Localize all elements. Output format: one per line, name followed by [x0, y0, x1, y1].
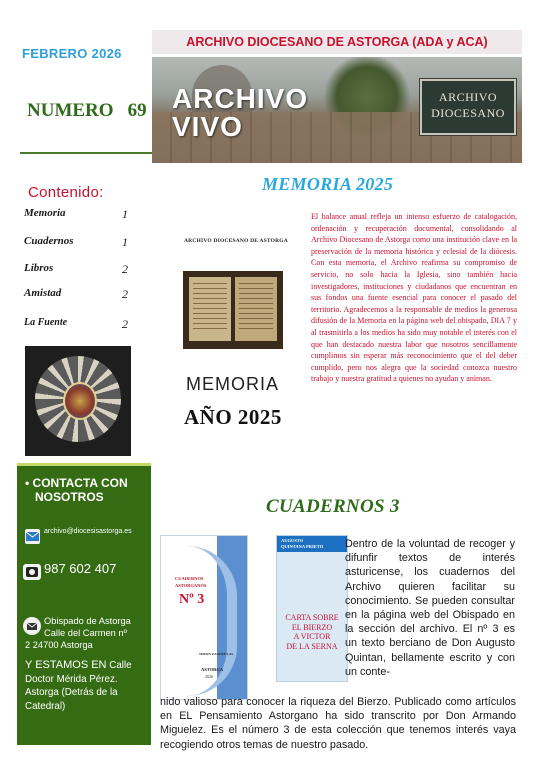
memoria-book-photo — [183, 271, 283, 349]
cuadernos-body-part1: Dentro de la voluntad de recoger y difunfir textos de interés asturicense, los cuadernos del Archivo quieren facilitar su conocimiento. Se pueden consultar en la página web del Obispado en la sección del archivo. El nº 3 es un texto berciano de Don Augusto Quintan, bellamente escrito y con un conte- — [345, 538, 515, 678]
toc-page: 1 — [122, 207, 128, 221]
address-line2: Calle del Carmen nº — [44, 627, 127, 638]
contact-heading-line1: • CONTACTA CON — [25, 476, 128, 490]
cover1-city: ASTORGA — [201, 667, 224, 672]
email-icon — [25, 529, 40, 544]
carta-bierzo-cover — [276, 535, 348, 682]
issue-number-value: 69 — [127, 100, 147, 121]
cover1-series-b: ASTORGANOS — [175, 583, 207, 588]
cover2-title-line1: CARTA SOBRE — [285, 613, 339, 622]
memoria-heading: MEMORIA 2025 — [262, 174, 394, 194]
medal-center — [63, 382, 97, 420]
book-right-page — [235, 277, 277, 341]
contact-box-top-border — [17, 463, 151, 466]
toc-page: 2 — [122, 262, 128, 276]
issue-label: NUMERO — [27, 100, 114, 121]
cover2-title — [277, 613, 347, 651]
header-divider — [20, 152, 152, 154]
cuadernos-body-part2: nido valioso para conocer la riqueza del Bierzo. Publicado como artículos en EL Pensamiento Astorgano ha sido transcrito por Don Armando Miguelez. Es el número 3 de esta colección que tenemos interés vaya recogiendo otros temas de nuestro pasado. — [160, 696, 516, 751]
book-text-lines — [239, 283, 273, 333]
cover2-title-line3: A VICTOR — [293, 632, 331, 641]
newsletter-title-line2: VIVO — [172, 111, 243, 142]
toc-page: 1 — [122, 235, 128, 249]
newsletter-title — [172, 85, 308, 141]
phone-icon — [22, 563, 42, 581]
cover2-author-a: AUGUSTO — [281, 538, 304, 543]
memoria-body: El balance anual refleja un intenso esfuerzo de catalogación, ordenación y recuperación documental, consolidando al Archivo Diocesano de Astorga como una institución clave en la preservación de la memoria histórica y eclesial de la diócesis. Con esta memoria, el Archivo reafirma su compromiso de servicio, no solo hacia la Iglesia, sino también hacia investigadores, instituciones y ciudadanos que encuentran en sus fondos una fuente esencial para conocer el pasado del territorio. Agradecemos a la responsable de medios la generosa difusión de la Memoria en la página web del obispado, DIA 7 y al trasmitirla a los medios ha sido muy notable el interés con el que han destacado nuestra labor que nosotros sencillamente cumplimos sin esperar más reconocimiento que el del deber cumplido, pero nos alegra que la sociedad conozca nuestro trabajo y nuestra gratitud a quienes no ayudan y animan. — [311, 212, 517, 384]
book-text-lines — [193, 283, 227, 333]
contact-heading-line2: NOSOTROS — [35, 490, 104, 504]
location-line3: Astorga (Detrás de la — [25, 687, 118, 698]
cover1-series-a: CUADERNOS — [175, 576, 204, 581]
issue-number — [27, 100, 147, 122]
cuadernos-heading: CUADERNOS 3 — [266, 496, 400, 517]
cover2-title-bar — [277, 536, 347, 552]
toc-label: Libros — [24, 262, 54, 274]
cuaderno-cover-3 — [160, 535, 248, 700]
cover1-year: 2026 — [205, 674, 213, 679]
location-street-a: Calle — [106, 660, 132, 671]
cover1-number: Nº 3 — [179, 592, 205, 607]
toc-page: 2 — [122, 287, 128, 301]
memoria-cover-year: AÑO 2025 — [184, 405, 282, 429]
cover2-author-b: QUINTANA PRIETO — [281, 544, 324, 549]
toc-item-memoria[interactable] — [24, 207, 134, 219]
toc-label: Amistad — [24, 287, 62, 299]
memoria-book-caption: ARCHIVO DIOCESANO DE ASTORGA — [184, 238, 288, 244]
plaque-line2: DIOCESANO — [431, 106, 505, 120]
toc-item-libros[interactable] — [24, 262, 134, 274]
location-line4: Catedral) — [25, 700, 66, 712]
contact-email[interactable]: archivo@diocesisastorga.es — [44, 528, 132, 535]
contact-box — [17, 463, 151, 745]
newsletter-title-line1: ARCHIVO — [172, 83, 309, 114]
contact-address — [44, 616, 131, 639]
mail-icon — [23, 617, 41, 635]
toc-item-la-fuente[interactable] — [24, 317, 134, 331]
plaque-line1: ARCHIVO — [438, 90, 498, 104]
cover2-title-line4: DE LA SERNA — [286, 641, 338, 651]
toc-item-cuadernos[interactable] — [24, 235, 134, 247]
cover2-title-line2: EL BIERZO — [291, 622, 333, 632]
medal-image — [25, 346, 131, 456]
cover1-author: SIMON ZANDUELAS — [199, 652, 234, 656]
banner-photo — [152, 57, 522, 163]
address-line3: 2 24700 Astorga — [25, 640, 93, 650]
location-line2: Doctor Mérida Pérez. — [25, 673, 118, 685]
contact-heading — [25, 476, 128, 504]
archive-plaque — [420, 79, 516, 135]
toc-label: La Fuente — [24, 317, 68, 328]
toc-item-amistad[interactable] — [24, 287, 134, 299]
book-left-page — [189, 277, 231, 341]
toc-label: Memoria — [24, 207, 66, 219]
memoria-cover-title: MEMORIA — [186, 374, 280, 394]
address-line1: Obispado de Astorga — [44, 616, 131, 626]
toc-page: 2 — [122, 317, 128, 331]
banner-title: ARCHIVO DIOCESANO DE ASTORGA (ADA y ACA) — [152, 30, 522, 54]
contents-heading: Contenido: — [28, 184, 104, 201]
contact-phone[interactable]: 987 602 407 — [44, 561, 117, 576]
issue-date: FEBRERO 2026 — [22, 46, 122, 61]
location-lead: Y ESTAMOS EN — [25, 659, 107, 671]
toc-label: Cuadernos — [24, 235, 74, 247]
contact-location — [25, 659, 153, 713]
